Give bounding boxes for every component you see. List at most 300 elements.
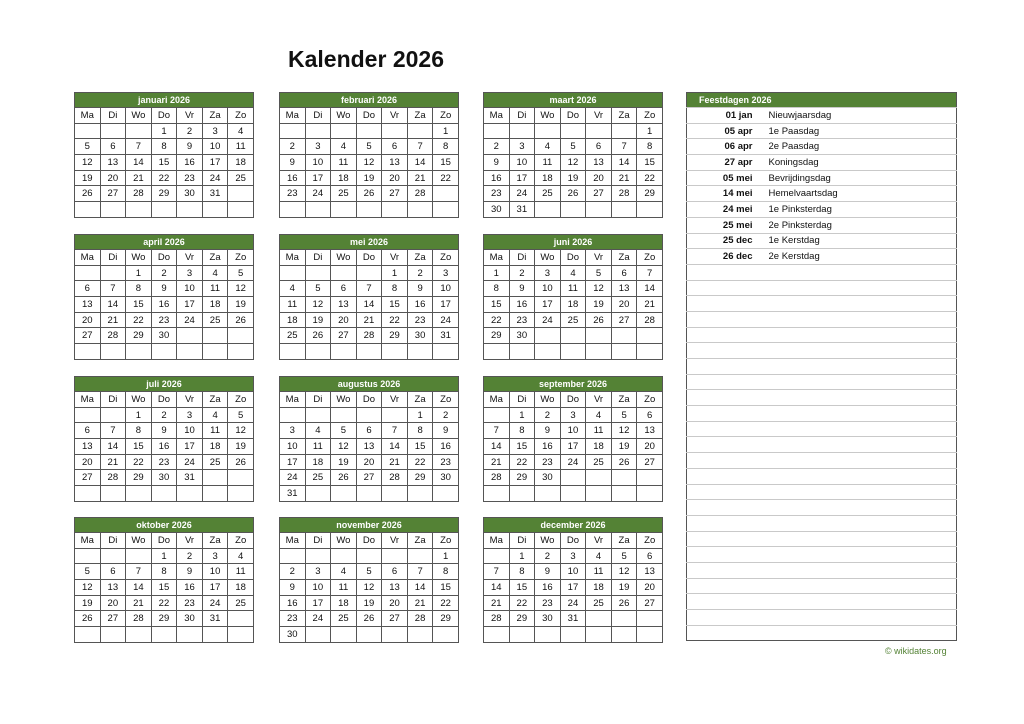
day-cell: 10 xyxy=(305,155,331,171)
weekday-header: Za xyxy=(202,392,228,408)
month-table xyxy=(74,92,254,218)
day-cell: 8 xyxy=(484,281,510,297)
weekday-header: Zo xyxy=(433,250,459,266)
day-cell: 1 xyxy=(637,123,663,139)
holiday-date: 06 apr xyxy=(687,139,769,155)
day-cell: 24 xyxy=(202,170,228,186)
day-cell: 16 xyxy=(280,595,306,611)
empty-cell xyxy=(560,202,586,218)
holiday-empty-row xyxy=(687,547,957,563)
empty-cell xyxy=(769,468,957,484)
weekday-header: Zo xyxy=(228,392,254,408)
day-cell: 9 xyxy=(535,564,561,580)
weekday-header: Vr xyxy=(177,108,203,124)
empty-cell xyxy=(560,344,586,360)
day-cell: 18 xyxy=(228,155,254,171)
day-cell: 31 xyxy=(433,328,459,344)
empty-cell xyxy=(586,470,612,486)
day-cell: 4 xyxy=(228,123,254,139)
empty-cell xyxy=(305,265,331,281)
empty-cell xyxy=(100,486,126,502)
holiday-name: Nieuwjaarsdag xyxy=(769,108,957,124)
day-cell: 10 xyxy=(433,281,459,297)
empty-cell xyxy=(611,344,637,360)
day-cell: 1 xyxy=(433,548,459,564)
day-cell: 17 xyxy=(433,297,459,313)
day-cell: 24 xyxy=(177,312,203,328)
empty-cell xyxy=(586,627,612,643)
day-cell: 28 xyxy=(484,470,510,486)
day-cell: 11 xyxy=(331,580,357,596)
empty-cell xyxy=(769,625,957,641)
weekday-header: Zo xyxy=(228,108,254,124)
weekday-header: Za xyxy=(202,108,228,124)
weekday-header: Wo xyxy=(126,108,152,124)
holiday-name: 1e Kerstdag xyxy=(769,233,957,249)
day-cell: 4 xyxy=(202,407,228,423)
day-cell: 12 xyxy=(356,580,382,596)
weekday-header: Wo xyxy=(331,108,357,124)
weekday-header: Zo xyxy=(637,108,663,124)
empty-cell xyxy=(687,343,769,359)
day-cell: 19 xyxy=(228,439,254,455)
day-cell: 15 xyxy=(151,580,177,596)
holiday-empty-row xyxy=(687,437,957,453)
empty-cell xyxy=(356,486,382,502)
empty-cell xyxy=(687,531,769,547)
day-cell: 13 xyxy=(382,580,408,596)
empty-cell xyxy=(687,390,769,406)
empty-cell xyxy=(560,123,586,139)
day-cell: 7 xyxy=(356,281,382,297)
day-cell: 16 xyxy=(280,170,306,186)
day-cell: 11 xyxy=(331,155,357,171)
weekday-header: Di xyxy=(509,533,535,549)
empty-cell xyxy=(382,548,408,564)
day-cell: 19 xyxy=(611,439,637,455)
day-cell: 10 xyxy=(280,439,306,455)
day-cell: 26 xyxy=(228,454,254,470)
weekday-header: Wo xyxy=(331,533,357,549)
empty-cell xyxy=(151,202,177,218)
day-cell: 4 xyxy=(586,548,612,564)
day-cell: 19 xyxy=(305,312,331,328)
empty-cell xyxy=(433,486,459,502)
empty-cell xyxy=(687,625,769,641)
day-cell: 21 xyxy=(382,454,408,470)
day-cell: 19 xyxy=(356,595,382,611)
day-cell: 29 xyxy=(151,611,177,627)
empty-cell xyxy=(769,578,957,594)
holiday-row xyxy=(687,155,957,171)
day-cell: 6 xyxy=(331,281,357,297)
weekday-header: Wo xyxy=(535,533,561,549)
day-cell: 5 xyxy=(611,548,637,564)
empty-cell xyxy=(484,123,510,139)
empty-cell xyxy=(100,548,126,564)
day-cell: 23 xyxy=(433,454,459,470)
empty-cell xyxy=(769,390,957,406)
day-cell: 1 xyxy=(126,265,152,281)
empty-cell xyxy=(177,627,203,643)
day-cell: 5 xyxy=(228,407,254,423)
empty-cell xyxy=(535,486,561,502)
day-cell: 11 xyxy=(280,297,306,313)
day-cell: 27 xyxy=(637,595,663,611)
holiday-empty-row xyxy=(687,484,957,500)
day-cell: 23 xyxy=(407,312,433,328)
day-cell: 28 xyxy=(126,611,152,627)
month-table xyxy=(483,92,663,218)
day-cell: 7 xyxy=(126,139,152,155)
holiday-name: 2e Paasdag xyxy=(769,139,957,155)
day-cell: 25 xyxy=(586,454,612,470)
day-cell: 10 xyxy=(177,281,203,297)
weekday-header: Za xyxy=(611,392,637,408)
empty-cell xyxy=(177,328,203,344)
holiday-name: 1e Pinksterdag xyxy=(769,202,957,218)
empty-cell xyxy=(687,359,769,375)
day-cell: 23 xyxy=(280,611,306,627)
empty-cell xyxy=(637,202,663,218)
weekday-header: Di xyxy=(509,392,535,408)
day-cell: 21 xyxy=(100,454,126,470)
month-title: mei 2026 xyxy=(280,235,459,250)
day-cell: 9 xyxy=(535,423,561,439)
empty-cell xyxy=(769,327,957,343)
day-cell: 2 xyxy=(151,265,177,281)
empty-cell xyxy=(560,627,586,643)
empty-cell xyxy=(484,344,510,360)
empty-cell xyxy=(228,186,254,202)
day-cell: 11 xyxy=(586,564,612,580)
day-cell: 17 xyxy=(202,155,228,171)
empty-cell xyxy=(356,202,382,218)
day-cell: 13 xyxy=(637,423,663,439)
empty-cell xyxy=(228,627,254,643)
day-cell: 1 xyxy=(151,123,177,139)
day-cell: 31 xyxy=(280,486,306,502)
day-cell: 1 xyxy=(509,548,535,564)
month-title: oktober 2026 xyxy=(75,518,254,533)
day-cell: 25 xyxy=(280,328,306,344)
empty-cell xyxy=(535,344,561,360)
day-cell: 10 xyxy=(305,580,331,596)
day-cell: 27 xyxy=(637,454,663,470)
empty-cell xyxy=(611,202,637,218)
holiday-empty-row xyxy=(687,578,957,594)
day-cell: 29 xyxy=(126,328,152,344)
holiday-row xyxy=(687,217,957,233)
holiday-row xyxy=(687,123,957,139)
empty-cell xyxy=(687,484,769,500)
empty-cell xyxy=(382,407,408,423)
day-cell: 19 xyxy=(611,580,637,596)
holiday-date: 05 mei xyxy=(687,170,769,186)
day-cell: 12 xyxy=(560,155,586,171)
day-cell: 30 xyxy=(535,611,561,627)
day-cell: 15 xyxy=(509,439,535,455)
weekday-header: Za xyxy=(611,533,637,549)
day-cell: 18 xyxy=(202,439,228,455)
day-cell: 21 xyxy=(126,595,152,611)
day-cell: 4 xyxy=(202,265,228,281)
day-cell: 14 xyxy=(611,155,637,171)
weekday-header: Ma xyxy=(75,533,101,549)
day-cell: 28 xyxy=(637,312,663,328)
weekday-header: Ma xyxy=(75,392,101,408)
day-cell: 11 xyxy=(535,155,561,171)
day-cell: 18 xyxy=(560,297,586,313)
day-cell: 19 xyxy=(586,297,612,313)
day-cell: 25 xyxy=(228,170,254,186)
empty-cell xyxy=(100,344,126,360)
day-cell: 11 xyxy=(228,564,254,580)
holiday-empty-row xyxy=(687,311,957,327)
day-cell: 4 xyxy=(535,139,561,155)
empty-cell xyxy=(611,328,637,344)
empty-cell xyxy=(305,344,331,360)
empty-cell xyxy=(280,265,306,281)
day-cell: 12 xyxy=(228,423,254,439)
empty-cell xyxy=(560,486,586,502)
day-cell: 11 xyxy=(305,439,331,455)
day-cell: 2 xyxy=(280,564,306,580)
day-cell: 22 xyxy=(126,454,152,470)
weekday-header: Di xyxy=(509,250,535,266)
empty-cell xyxy=(75,344,101,360)
day-cell: 14 xyxy=(637,281,663,297)
empty-cell xyxy=(637,470,663,486)
day-cell: 11 xyxy=(560,281,586,297)
day-cell: 22 xyxy=(382,312,408,328)
day-cell: 13 xyxy=(75,297,101,313)
day-cell: 30 xyxy=(433,470,459,486)
day-cell: 12 xyxy=(228,281,254,297)
weekday-header: Do xyxy=(151,108,177,124)
day-cell: 10 xyxy=(509,155,535,171)
day-cell: 23 xyxy=(177,170,203,186)
weekday-header: Vr xyxy=(382,533,408,549)
day-cell: 11 xyxy=(202,281,228,297)
day-cell: 12 xyxy=(611,423,637,439)
weekday-header: Di xyxy=(100,533,126,549)
empty-cell xyxy=(331,202,357,218)
month-title: februari 2026 xyxy=(280,93,459,108)
day-cell: 10 xyxy=(202,564,228,580)
empty-cell xyxy=(356,627,382,643)
day-cell: 21 xyxy=(356,312,382,328)
weekday-header: Zo xyxy=(637,533,663,549)
day-cell: 28 xyxy=(100,328,126,344)
empty-cell xyxy=(769,280,957,296)
empty-cell xyxy=(75,202,101,218)
day-cell: 16 xyxy=(407,297,433,313)
empty-cell xyxy=(611,611,637,627)
day-cell: 29 xyxy=(484,328,510,344)
day-cell: 9 xyxy=(177,564,203,580)
day-cell: 5 xyxy=(75,139,101,155)
day-cell: 3 xyxy=(177,265,203,281)
day-cell: 28 xyxy=(407,611,433,627)
empty-cell xyxy=(75,627,101,643)
day-cell: 8 xyxy=(433,139,459,155)
day-cell: 6 xyxy=(382,139,408,155)
day-cell: 27 xyxy=(331,328,357,344)
day-cell: 28 xyxy=(611,186,637,202)
empty-cell xyxy=(228,344,254,360)
weekday-header: Do xyxy=(151,533,177,549)
day-cell: 4 xyxy=(305,423,331,439)
weekday-header: Wo xyxy=(331,392,357,408)
day-cell: 7 xyxy=(382,423,408,439)
day-cell: 20 xyxy=(331,312,357,328)
empty-cell xyxy=(280,123,306,139)
day-cell: 8 xyxy=(637,139,663,155)
empty-cell xyxy=(687,264,769,280)
empty-cell xyxy=(687,610,769,626)
holiday-empty-row xyxy=(687,421,957,437)
weekday-header: Za xyxy=(611,108,637,124)
month-table xyxy=(279,517,459,643)
day-cell: 16 xyxy=(509,297,535,313)
holiday-empty-row xyxy=(687,468,957,484)
day-cell: 16 xyxy=(433,439,459,455)
day-cell: 13 xyxy=(356,439,382,455)
month-title: april 2026 xyxy=(75,235,254,250)
day-cell: 30 xyxy=(177,611,203,627)
day-cell: 31 xyxy=(509,202,535,218)
empty-cell xyxy=(151,627,177,643)
weekday-header: Za xyxy=(202,250,228,266)
day-cell: 17 xyxy=(305,595,331,611)
month-title: juni 2026 xyxy=(484,235,663,250)
day-cell: 28 xyxy=(100,470,126,486)
empty-cell xyxy=(202,627,228,643)
day-cell: 24 xyxy=(560,454,586,470)
day-cell: 30 xyxy=(177,186,203,202)
empty-cell xyxy=(509,344,535,360)
day-cell: 26 xyxy=(356,186,382,202)
empty-cell xyxy=(75,407,101,423)
day-cell: 20 xyxy=(382,170,408,186)
day-cell: 9 xyxy=(509,281,535,297)
empty-cell xyxy=(280,407,306,423)
day-cell: 24 xyxy=(560,595,586,611)
day-cell: 15 xyxy=(637,155,663,171)
day-cell: 23 xyxy=(280,186,306,202)
day-cell: 26 xyxy=(228,312,254,328)
day-cell: 23 xyxy=(535,454,561,470)
day-cell: 14 xyxy=(100,439,126,455)
day-cell: 4 xyxy=(560,265,586,281)
day-cell: 9 xyxy=(280,580,306,596)
empty-cell xyxy=(611,627,637,643)
weekday-header: Di xyxy=(305,533,331,549)
empty-cell xyxy=(560,470,586,486)
empty-cell xyxy=(331,548,357,564)
empty-cell xyxy=(687,500,769,516)
day-cell: 26 xyxy=(586,312,612,328)
day-cell: 1 xyxy=(407,407,433,423)
empty-cell xyxy=(228,202,254,218)
month-title: augustus 2026 xyxy=(280,377,459,392)
day-cell: 5 xyxy=(560,139,586,155)
empty-cell xyxy=(356,548,382,564)
empty-cell xyxy=(769,531,957,547)
weekday-header: Za xyxy=(407,250,433,266)
day-cell: 3 xyxy=(305,139,331,155)
day-cell: 23 xyxy=(509,312,535,328)
empty-cell xyxy=(769,610,957,626)
day-cell: 30 xyxy=(407,328,433,344)
empty-cell xyxy=(484,548,510,564)
day-cell: 26 xyxy=(331,470,357,486)
day-cell: 2 xyxy=(177,123,203,139)
day-cell: 10 xyxy=(177,423,203,439)
empty-cell xyxy=(228,486,254,502)
day-cell: 29 xyxy=(509,611,535,627)
day-cell: 29 xyxy=(433,611,459,627)
empty-cell xyxy=(356,407,382,423)
day-cell: 24 xyxy=(433,312,459,328)
empty-cell xyxy=(407,344,433,360)
holiday-name: 1e Paasdag xyxy=(769,123,957,139)
weekday-header: Zo xyxy=(433,533,459,549)
empty-cell xyxy=(769,547,957,563)
day-cell: 21 xyxy=(407,595,433,611)
holiday-date: 01 jan xyxy=(687,108,769,124)
holiday-empty-row xyxy=(687,594,957,610)
day-cell: 1 xyxy=(126,407,152,423)
empty-cell xyxy=(611,470,637,486)
empty-cell xyxy=(75,548,101,564)
holiday-date: 05 apr xyxy=(687,123,769,139)
empty-cell xyxy=(509,123,535,139)
month-title: december 2026 xyxy=(484,518,663,533)
holiday-empty-row xyxy=(687,374,957,390)
day-cell: 25 xyxy=(331,186,357,202)
empty-cell xyxy=(637,627,663,643)
day-cell: 3 xyxy=(177,407,203,423)
day-cell: 15 xyxy=(407,439,433,455)
empty-cell xyxy=(305,407,331,423)
month-title: september 2026 xyxy=(484,377,663,392)
weekday-header: Do xyxy=(560,108,586,124)
holiday-date: 25 dec xyxy=(687,233,769,249)
weekday-header: Zo xyxy=(228,533,254,549)
month-table xyxy=(483,517,663,643)
empty-cell xyxy=(75,265,101,281)
holiday-empty-row xyxy=(687,280,957,296)
day-cell: 30 xyxy=(151,470,177,486)
holiday-name: Koningsdag xyxy=(769,155,957,171)
day-cell: 25 xyxy=(202,454,228,470)
day-cell: 24 xyxy=(202,595,228,611)
weekday-header: Ma xyxy=(484,250,510,266)
day-cell: 2 xyxy=(509,265,535,281)
day-cell: 7 xyxy=(407,139,433,155)
day-cell: 8 xyxy=(433,564,459,580)
day-cell: 16 xyxy=(151,439,177,455)
empty-cell xyxy=(382,344,408,360)
empty-cell xyxy=(484,627,510,643)
empty-cell xyxy=(769,484,957,500)
empty-cell xyxy=(637,486,663,502)
empty-cell xyxy=(331,627,357,643)
empty-cell xyxy=(126,123,152,139)
day-cell: 21 xyxy=(611,170,637,186)
